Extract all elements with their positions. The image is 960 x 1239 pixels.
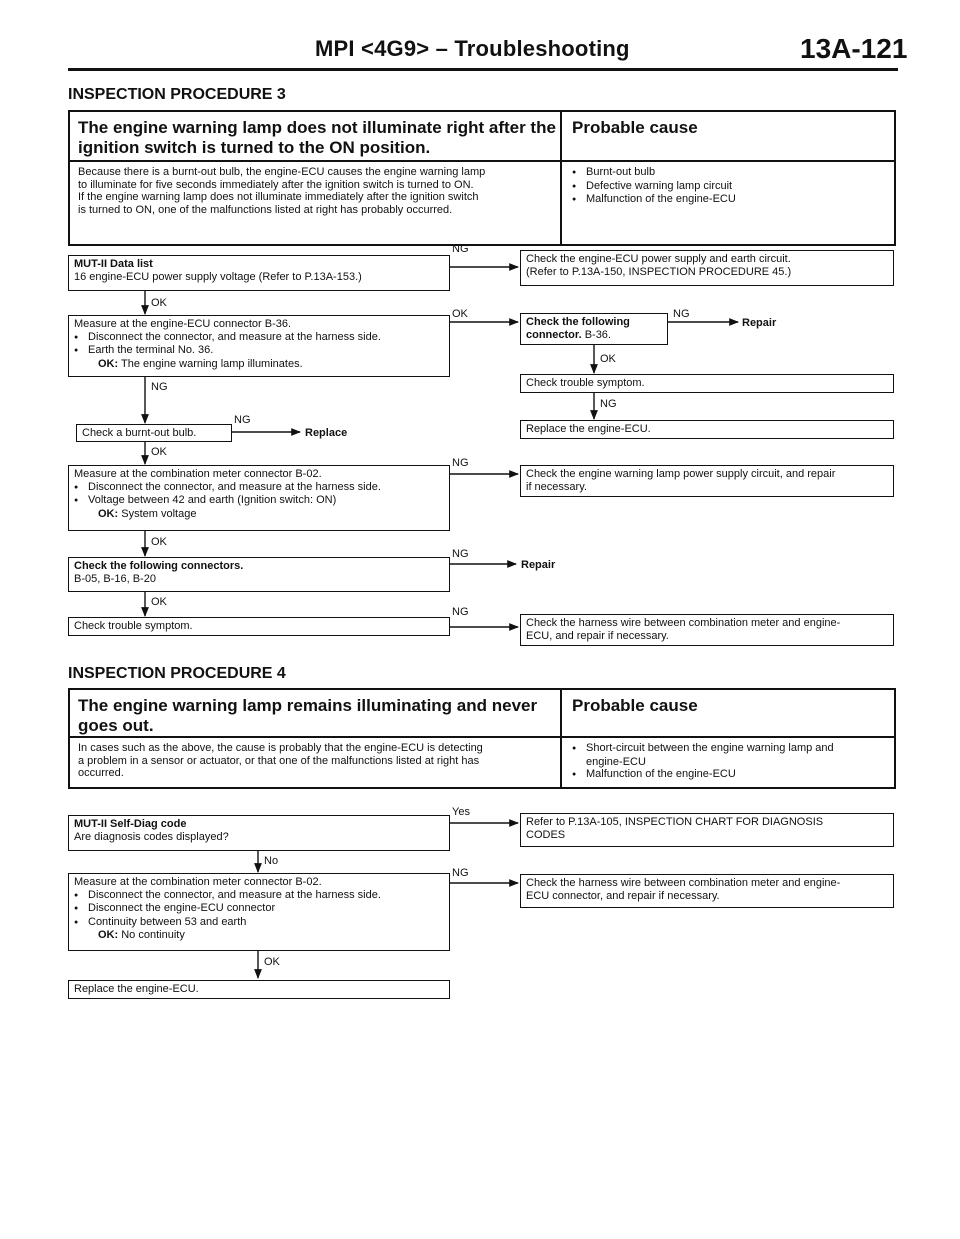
procedure-4-table xyxy=(68,688,896,789)
procedure-4-symptom: The engine warning lamp remains illuminating and never goes out. xyxy=(78,696,538,735)
flow-label-ng: NG xyxy=(452,867,469,879)
page-header-title: MPI <4G9> – Troubleshooting xyxy=(315,36,630,61)
procedure-4-cause-header: Probable cause xyxy=(572,696,698,715)
flow3-repair-action-2: Repair xyxy=(521,559,556,571)
flow3-check-connector-b36-box: Check the following connector. B-36. xyxy=(520,313,668,345)
flow4-measure-b02-box: Measure at the combination meter connector B-02. ● Disconnect the connector, and measure at the harness side. ● Disconnect the engine-ECU connector ● Continuity between 53 and earth OK: No continuity xyxy=(68,873,450,951)
flow-label-ok: OK xyxy=(151,536,167,548)
flow-label-ok: OK xyxy=(151,297,167,309)
flow3-check-trouble-symptom-box: Check trouble symptom. xyxy=(520,374,894,393)
cause-item: ● Short-circuit between the engine warning lamp and xyxy=(572,742,834,754)
cause-item-continued: engine-ECU xyxy=(586,755,646,768)
flow3-check-connectors-box: Check the following connectors. B-05, B-16, B-20 xyxy=(68,557,450,592)
cause-item: ● Defective warning lamp circuit xyxy=(572,180,736,194)
flow-label-ok: OK xyxy=(151,446,167,458)
procedure-3-cause-header: Probable cause xyxy=(572,118,698,137)
flow3-replace-ecu-box: Replace the engine-ECU. xyxy=(520,420,894,439)
flow3-repair-action: Repair xyxy=(742,317,777,329)
procedure-4-description: In cases such as the above, the cause is probably that the engine-ECU is detecting a problem in a sensor or actuator, or that one of the malfunctions listed at right has occurred. xyxy=(78,742,483,779)
procedure-4-cause-list xyxy=(572,742,892,782)
flow-label-ok: OK xyxy=(151,596,167,608)
flow3-check-power-supply-box: Check the engine-ECU power supply and earth circuit. (Refer to P.13A-150, INSPECTION PROCEDURE 45.) xyxy=(520,250,894,286)
flow3-replace-action: Replace xyxy=(305,427,348,439)
procedure-4-title: INSPECTION PROCEDURE 4 xyxy=(68,665,286,682)
flow-label-ng: NG xyxy=(151,381,168,393)
flow4-replace-ecu-box: Replace the engine-ECU. xyxy=(68,980,450,999)
flow-label-ng: NG xyxy=(452,243,469,255)
flow4-check-harness-box: Check the harness wire between combination meter and engine- ECU connector, and repair if necessary. xyxy=(520,874,894,908)
flow-label-no: No xyxy=(264,855,279,867)
row-divider xyxy=(70,736,894,738)
cause-item: ● Malfunction of the engine-ECU xyxy=(572,193,736,207)
cause-item: ● Burnt-out bulb xyxy=(572,166,736,180)
flow3-check-bulb-box: Check a burnt-out bulb. xyxy=(76,424,232,442)
column-divider xyxy=(560,690,562,787)
flow3-check-harness-box: Check the harness wire between combination meter and engine- ECU, and repair if necessary. xyxy=(520,614,894,646)
flow4-refer-diagnosis-chart-box: Refer to P.13A-105, INSPECTION CHART FOR DIAGNOSIS CODES xyxy=(520,813,894,847)
flow-label-ok: OK xyxy=(600,353,616,365)
flow-label-ng: NG xyxy=(452,606,469,618)
flow4-mut-self-diag-box: MUT-II Self-Diag code Are diagnosis codes displayed? xyxy=(68,815,450,851)
flow-label-ng: NG xyxy=(673,308,690,320)
flow-label-ng: NG xyxy=(600,398,617,410)
flow-label-yes: Yes xyxy=(452,806,470,818)
flow3-check-lamp-circuit-box: Check the engine warning lamp power supply circuit, and repair if necessary. xyxy=(520,465,894,497)
flow3-mut-data-list-box: MUT-II Data list 16 engine-ECU power supply voltage (Refer to P.13A-153.) xyxy=(68,255,450,291)
flow3-measure-b36-box: Measure at the engine-ECU connector B-36. ● Disconnect the connector, and measure at the harness side. ● Earth the terminal No. 36. OK: The engine warning lamp illuminates. xyxy=(68,315,450,377)
procedure-3-symptom: The engine warning lamp does not illuminate right after the ignition switch is turned to the ON position. xyxy=(78,118,556,157)
flow3-measure-b02-box: Measure at the combination meter connector B-02. ● Disconnect the connector, and measure at the harness side. ● Voltage between 42 and earth (Ignition switch: ON) OK: System voltage xyxy=(68,465,450,531)
procedure-3-description: Because there is a burnt-out bulb, the engine-ECU causes the engine warning lamp to illuminate for five seconds immediately after the ignition switch is turned to ON. If the engine warning lamp does not illuminate immediately after the ignition switch is turned to ON, one of the malfunctions listed at right has probably occurred. xyxy=(78,166,486,216)
page-number: 13A-121 xyxy=(800,33,908,64)
flow-label-ng: NG xyxy=(452,548,469,560)
flow-label-ng: NG xyxy=(452,457,469,469)
flow-label-ng: NG xyxy=(234,414,251,426)
procedure-3-title: INSPECTION PROCEDURE 3 xyxy=(68,86,286,103)
flow3-check-trouble-symptom-box-2: Check trouble symptom. xyxy=(68,617,450,636)
flow-label-ok: OK xyxy=(264,956,280,968)
cause-item: ● Malfunction of the engine-ECU xyxy=(572,768,736,780)
flow-label-ok: OK xyxy=(452,308,468,320)
